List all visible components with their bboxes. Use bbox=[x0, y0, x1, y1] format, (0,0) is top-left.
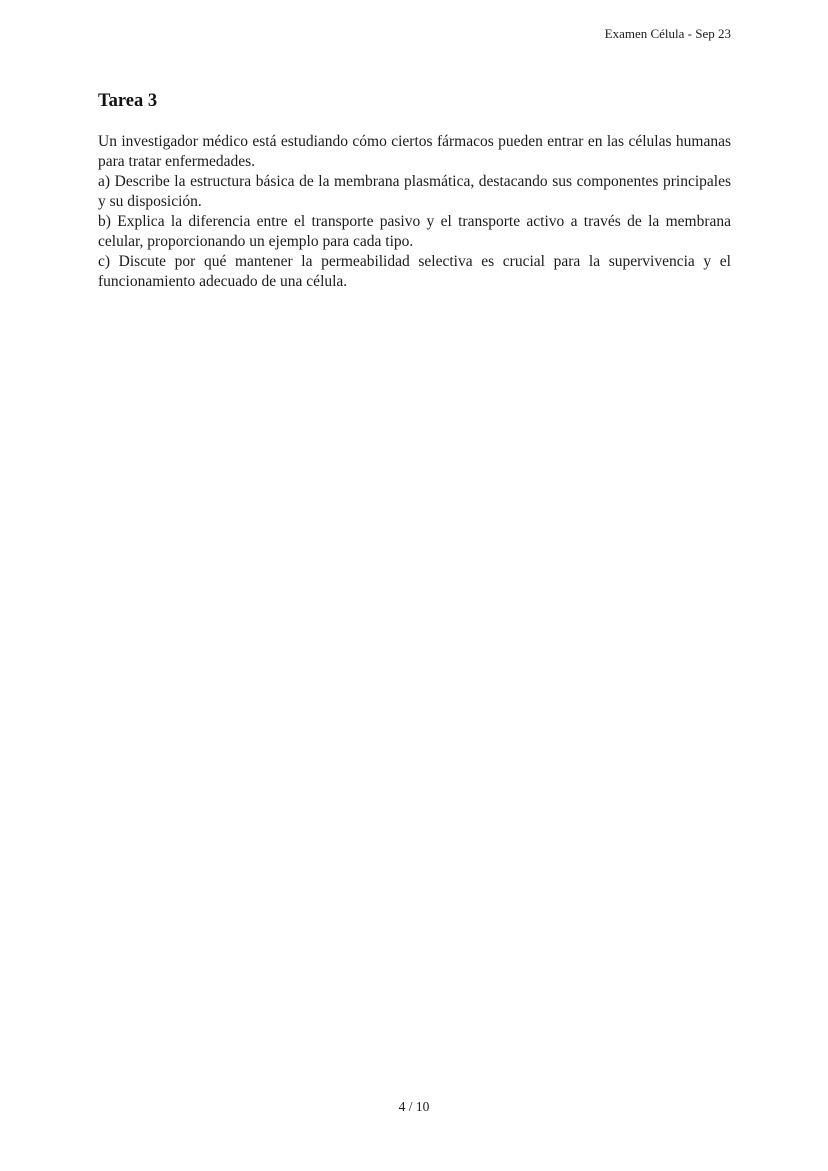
header-text: Examen Célula - Sep 23 bbox=[604, 26, 731, 41]
task-body bbox=[98, 132, 731, 292]
page-header bbox=[98, 26, 731, 41]
task-intro: Un investigador médico está estudiando cómo ciertos fármacos pueden entrar en las células humanas para tratar enfermedades. bbox=[98, 133, 731, 170]
page-number: 4 / 10 bbox=[398, 1099, 430, 1114]
page-content bbox=[98, 90, 731, 292]
task-item-a: a) Describe la estructura básica de la membrana plasmática, destacando sus componentes principales y su disposición. bbox=[98, 173, 731, 210]
page-footer bbox=[0, 1099, 828, 1115]
task-item-b: b) Explica la diferencia entre el transporte pasivo y el transporte activo a través de la membrana celular, proporcionando un ejemplo para cada tipo. bbox=[98, 213, 731, 250]
task-title: Tarea 3 bbox=[98, 91, 158, 111]
task-item-c: c) Discute por qué mantener la permeabilidad selectiva es crucial para la supervivencia y el funcionamiento adecuado de una célula. bbox=[98, 253, 731, 290]
